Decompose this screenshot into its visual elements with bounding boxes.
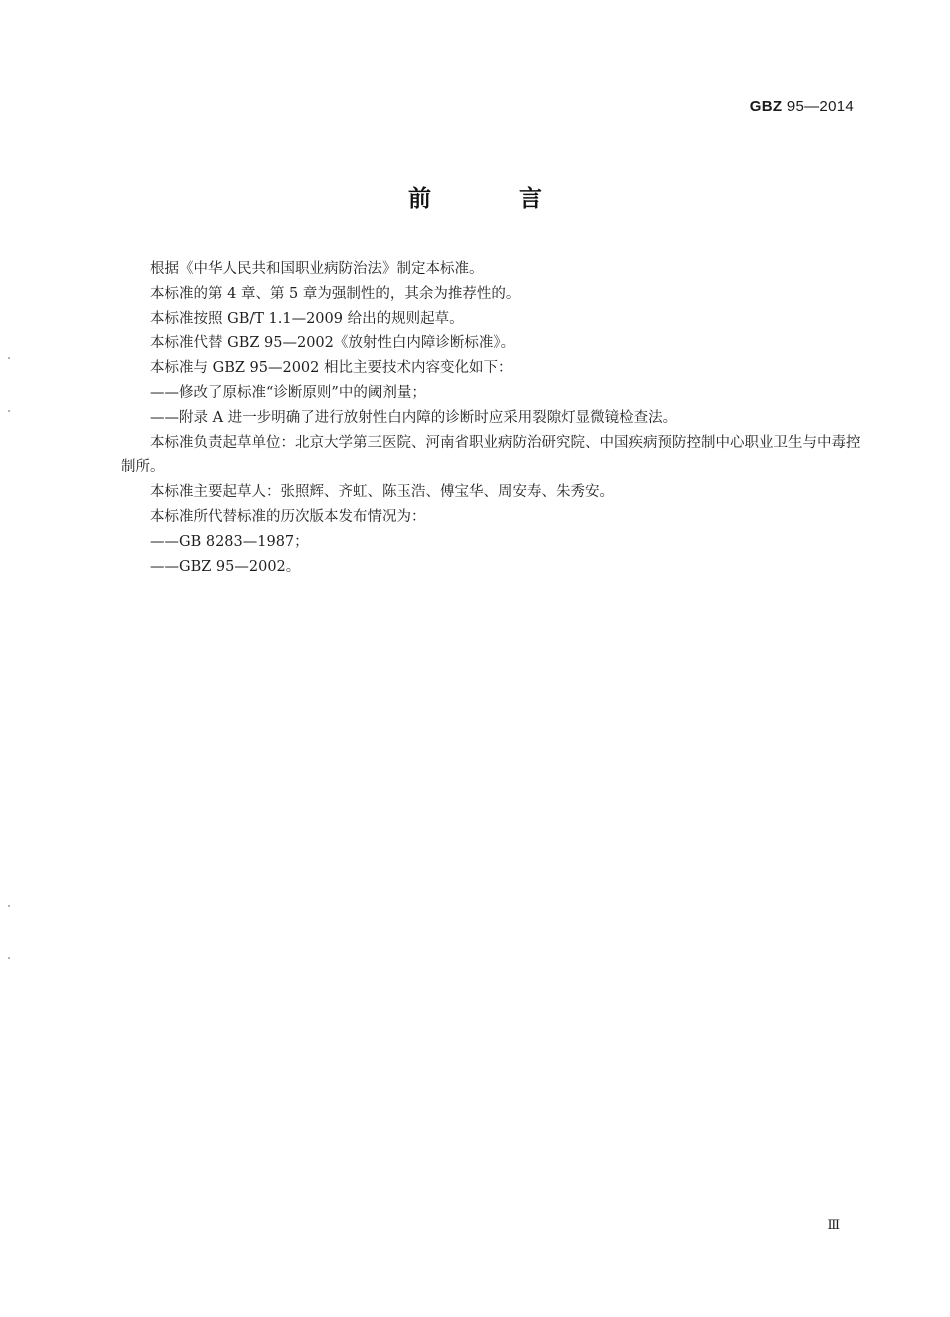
paragraph-changes-intro: 本标准与 GBZ 95—2002 相比主要技术内容变化如下： <box>150 360 513 377</box>
paragraph-drafters: 本标准主要起草人：张照辉、齐虹、陈玉浩、傅宝华、周安寿、朱秀安。 <box>150 484 614 501</box>
list-item-change-appendix: ——附录 A 进一步明确了进行放射性白内障的诊断时应采用裂隙灯显微镜检查法。 <box>150 409 678 426</box>
standard-code-number: 95—2014 <box>786 98 854 115</box>
paragraph-mandatory-chapters: 本标准的第 4 章、第 5 章为强制性的，其余为推荐性的。 <box>150 285 521 302</box>
standard-code <box>750 98 854 115</box>
paragraph-drafting-units: 本标准负责起草单位：北京大学第三医院、河南省职业病防治研究院、中国疾病预防控制中心职业卫生与中毒控制所。 <box>121 434 861 476</box>
page-number: Ⅲ <box>827 1218 840 1233</box>
list-item-version-1987: ——GB 8283—1987； <box>150 533 309 550</box>
paragraph-replaces: 本标准代替 GBZ 95—2002《放射性白内障诊断标准》。 <box>150 335 516 352</box>
scan-speck <box>8 905 10 907</box>
list-item-version-2002: ——GBZ 95—2002。 <box>150 558 301 575</box>
standard-code-prefix: GBZ <box>749 98 783 115</box>
scan-speck <box>8 357 10 359</box>
scan-speck <box>8 957 10 959</box>
list-item-change-threshold: ——修改了原标准“诊断原则”中的阈剂量； <box>150 384 426 401</box>
paragraph-basis: 根据《中华人民共和国职业病防治法》制定本标准。 <box>150 261 484 277</box>
paragraph-version-history: 本标准所代替标准的历次版本发布情况为： <box>150 508 426 525</box>
page-title: 前 言 <box>407 186 582 212</box>
scan-speck <box>8 410 10 412</box>
paragraph-drafting-rules: 本标准按照 GB/T 1.1—2009 给出的规则起草。 <box>150 310 464 327</box>
foreword-body <box>121 257 861 579</box>
